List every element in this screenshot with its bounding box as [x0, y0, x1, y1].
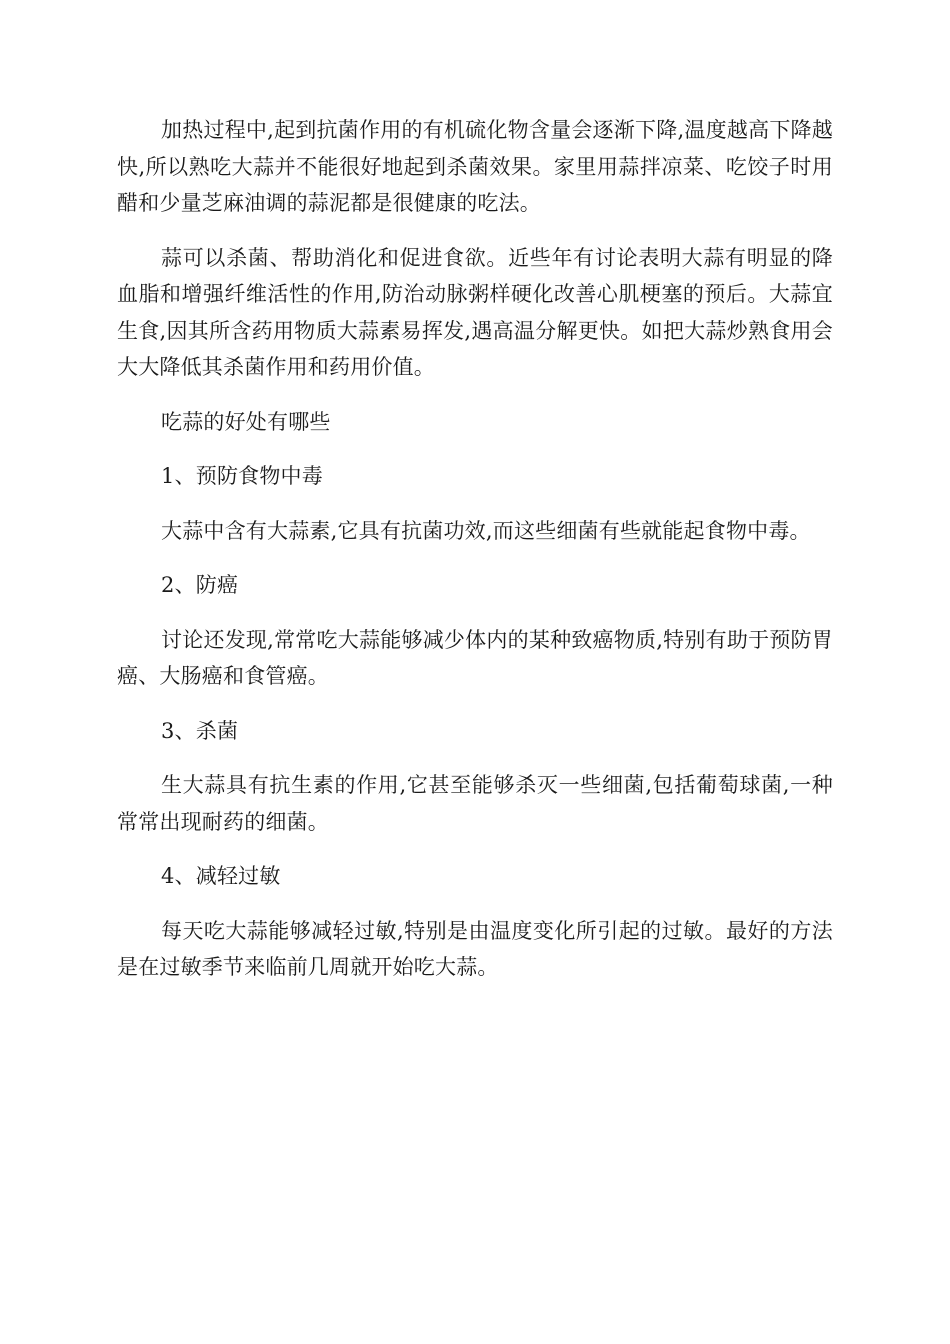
- item-heading-4: 4、减轻过敏: [161, 864, 281, 888]
- item-heading-3: 3、杀菌: [161, 718, 239, 743]
- item-paragraph-4: 每天吃大蒜能够减轻过敏,特别是由温度变化所引起的过敏。最好的方法是在过敏季节来临前几周就开始吃大蒜。: [117, 918, 833, 979]
- section-heading-benefits: 吃蒜的好处有哪些: [161, 409, 331, 434]
- item-heading-2: 2、防癌: [161, 573, 239, 597]
- item-heading-1: 1、预防食物中毒: [161, 464, 323, 488]
- item-paragraph-2: 讨论还发现,常常吃大蒜能够减少体内的某种致癌物质,特别有助于预防胃癌、大肠癌和食管癌。: [117, 627, 833, 688]
- paragraph-heating-effect: 加热过程中,起到抗菌作用的有机硫化物含量会逐渐下降,温度越高下降越快,所以熟吃大蒜并不能很好地起到杀菌效果。家里用蒜拌凉菜、吃饺子时用醋和少量芝麻油调的蒜泥都是很健康的吃法。: [117, 118, 833, 215]
- document-body: [117, 112, 833, 1004]
- item-paragraph-3: 生大蒜具有抗生素的作用,它甚至能够杀灭一些细菌,包括葡萄球菌,一种常常出现耐药的细菌。: [117, 773, 833, 834]
- paragraph-garlic-benefits-intro: 蒜可以杀菌、帮助消化和促进食欲。近些年有讨论表明大蒜有明显的降血脂和增强纤维活性的作用,防治动脉粥样硬化改善心肌梗塞的预后。大蒜宜生食,因其所含药用物质大蒜素易挥发,遇高温分解更快。如把大蒜炒熟食用会大大降低其杀菌作用和药用价值。: [117, 245, 833, 379]
- item-paragraph-1: 大蒜中含有大蒜素,它具有抗菌功效,而这些细菌有些就能起食物中毒。: [161, 518, 811, 543]
